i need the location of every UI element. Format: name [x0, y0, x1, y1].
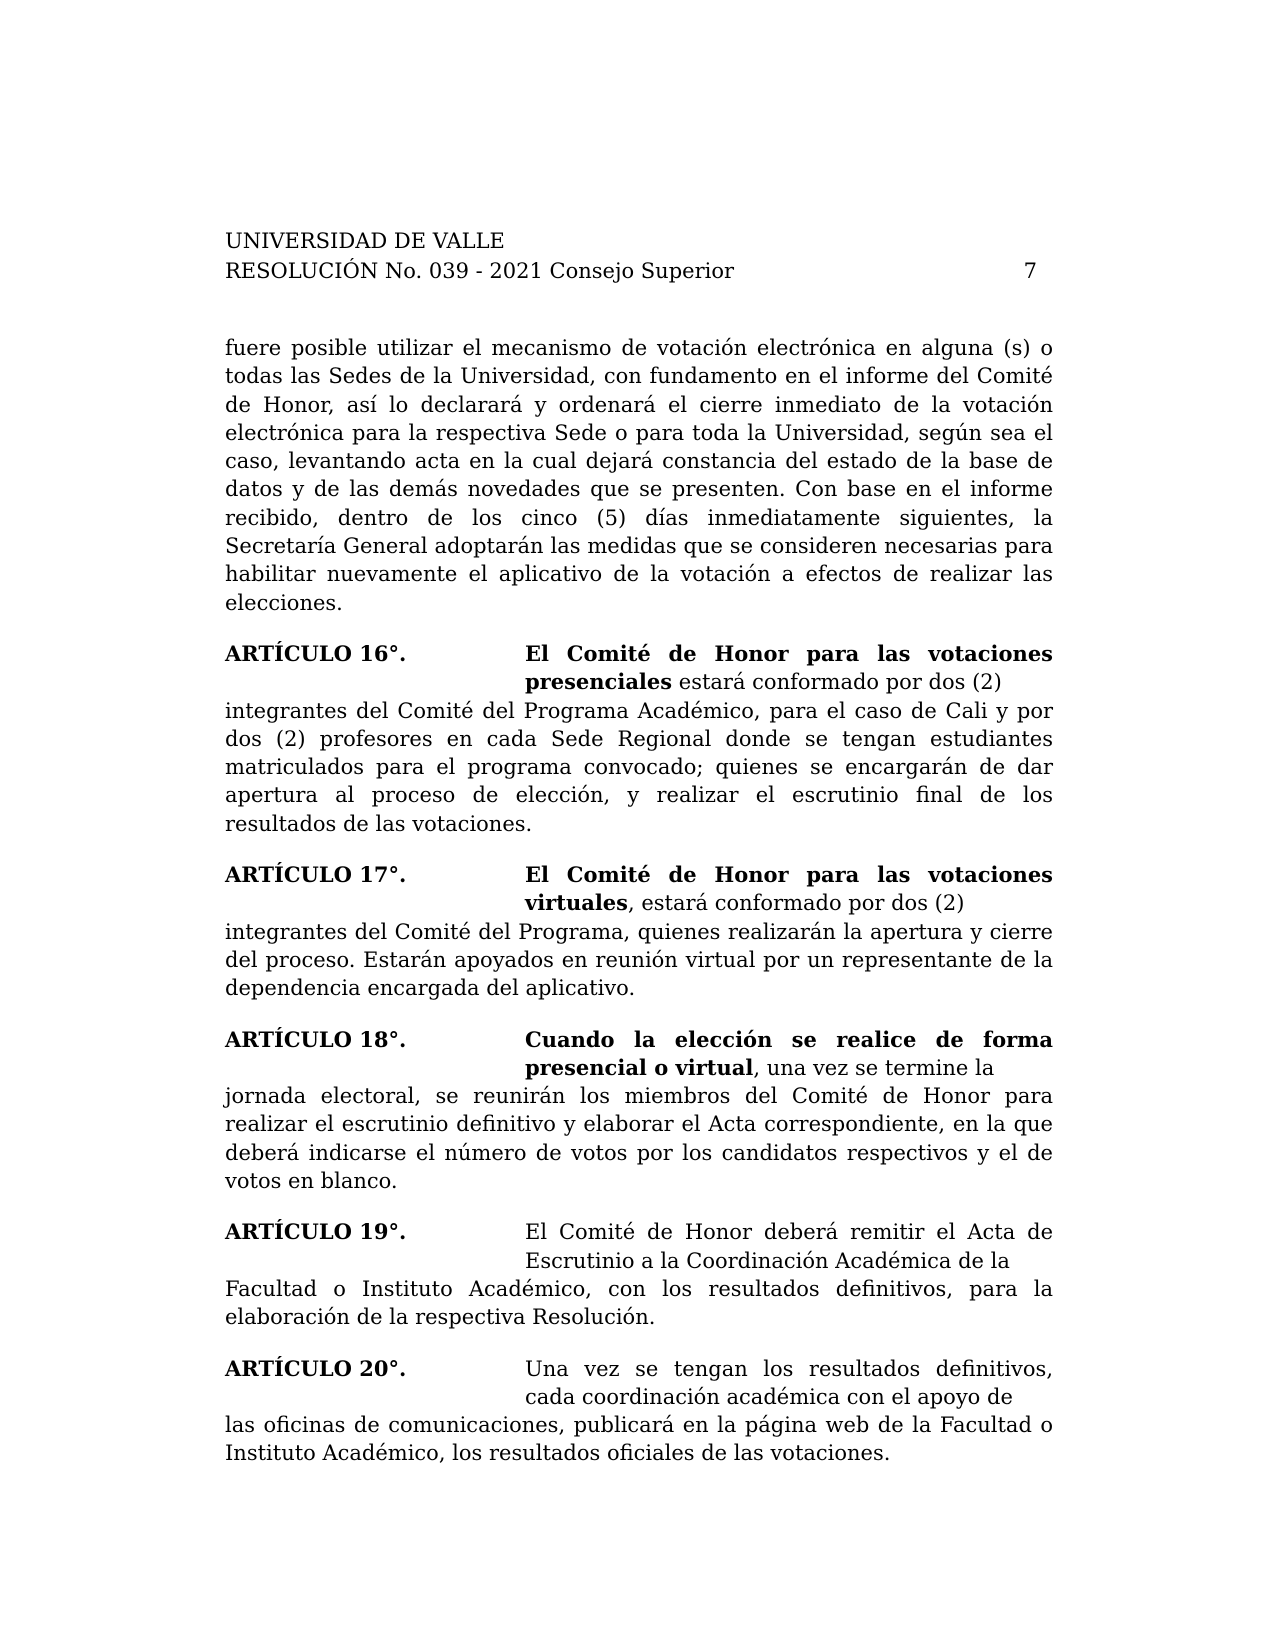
header-resolution-line: RESOLUCIÓN No. 039 - 2021 Consejo Superior: [225, 259, 735, 283]
article-19: [225, 1218, 1053, 1331]
article-20-body: las oficinas de comunicaciones, publicará en la página web de la Facultad o Instituto Académico, los resultados oficiales de las votaciones.: [225, 1413, 1053, 1466]
article-17-intro-bold: El Comité de Honor para las votaciones virtuales: [525, 862, 1053, 916]
article-16-label: ARTÍCULO 16°.: [225, 640, 407, 666]
article-16-head: [225, 640, 1053, 697]
article-19-body: Facultad o Instituto Académico, con los resultados definitivos, para la elaboración de la respectiva Resolución.: [225, 1276, 1053, 1330]
header-resolution-row: [225, 256, 1053, 286]
article-18-label: ARTÍCULO 18°.: [225, 1026, 407, 1052]
paragraph-continuation: fuere posible utilizar el mecanismo de votación electrónica en alguna (s) o todas las Sedes de la Universidad, con fundamento en el informe del Comité de Honor, así lo declarará y ordenará el cierre inmediato de la votación electrónica para la respectiva Sede o para toda la Universidad, según sea el caso, levantando acta en la cual dejará constancia del estado de la base de datos y de las demás novedades que se presenten. Con base en el informe recibido, dentro de los cinco (5) días inmediatamente siguientes, la Secretaría General adoptarán las medidas que se consideren necesarias para habilitar nuevamente el aplicativo de la votación a efectos de realizar las elecciones.: [225, 336, 1053, 615]
article-19-intro: [525, 1218, 1053, 1275]
article-17: [225, 861, 1053, 1002]
article-20-head: [225, 1355, 1053, 1412]
article-18-intro-rest: , una vez se termine la: [753, 1055, 995, 1080]
article-19-label: ARTÍCULO 19°.: [225, 1219, 407, 1245]
article-18-intro: [525, 1026, 1053, 1083]
page-content: [225, 226, 1053, 1468]
article-18-head: [225, 1026, 1053, 1083]
article-16-intro-bold: El Comité de Honor para las votaciones presenciales: [525, 640, 1053, 695]
article-20-intro-rest: Una vez se tengan los resultados definitivos, cada coordinación académica con el apoyo de: [525, 1356, 1053, 1409]
page-number: 7: [1023, 259, 1037, 283]
article-18: [225, 1026, 1053, 1196]
article-17-label: ARTÍCULO 17°.: [225, 862, 407, 888]
article-17-body: integrantes del Comité del Programa, quienes realizarán la apertura y cierre del proceso. Estarán apoyados en reunión virtual por un representante de la dependencia encargada del aplicativo.: [225, 919, 1053, 1001]
article-17-intro: [525, 861, 1053, 918]
article-20-intro: [525, 1355, 1053, 1412]
article-16-intro: [525, 640, 1053, 697]
article-16-body: integrantes del Comité del Programa Académico, para el caso de Cali y por dos (2) profesores en cada Sede Regional donde se tengan estudiantes matriculados para el programa convocado; quienes se encargarán de dar apertura al proceso de elección, y realizar el escrutinio final de los resultados de las votaciones.: [225, 698, 1053, 836]
article-18-body: jornada electoral, se reunirán los miembros del Comité de Honor para realizar el escrutinio definitivo y elaborar el Acta correspondiente, en la que deberá indicarse el número de votos por los candidatos respectivos y el de votos en blanco.: [225, 1084, 1053, 1194]
article-16: [225, 640, 1053, 838]
header-university-line: UNIVERSIDAD DE VALLE: [225, 229, 505, 253]
article-16-intro-rest: estará conformado por dos (2): [672, 670, 1002, 695]
article-20-label: ARTÍCULO 20°.: [225, 1355, 407, 1381]
article-17-head: [225, 861, 1053, 918]
article-18-intro-bold: Cuando la elección se realice de forma presencial o virtual: [525, 1026, 1053, 1080]
article-17-intro-rest: , estará conformado por dos (2): [627, 891, 965, 916]
document-header: [225, 226, 1053, 286]
article-19-intro-rest: El Comité de Honor deberá remitir el Acta de Escrutinio a la Coordinación Académica de la: [525, 1220, 1053, 1273]
article-20: [225, 1355, 1053, 1468]
article-19-head: [225, 1218, 1053, 1275]
